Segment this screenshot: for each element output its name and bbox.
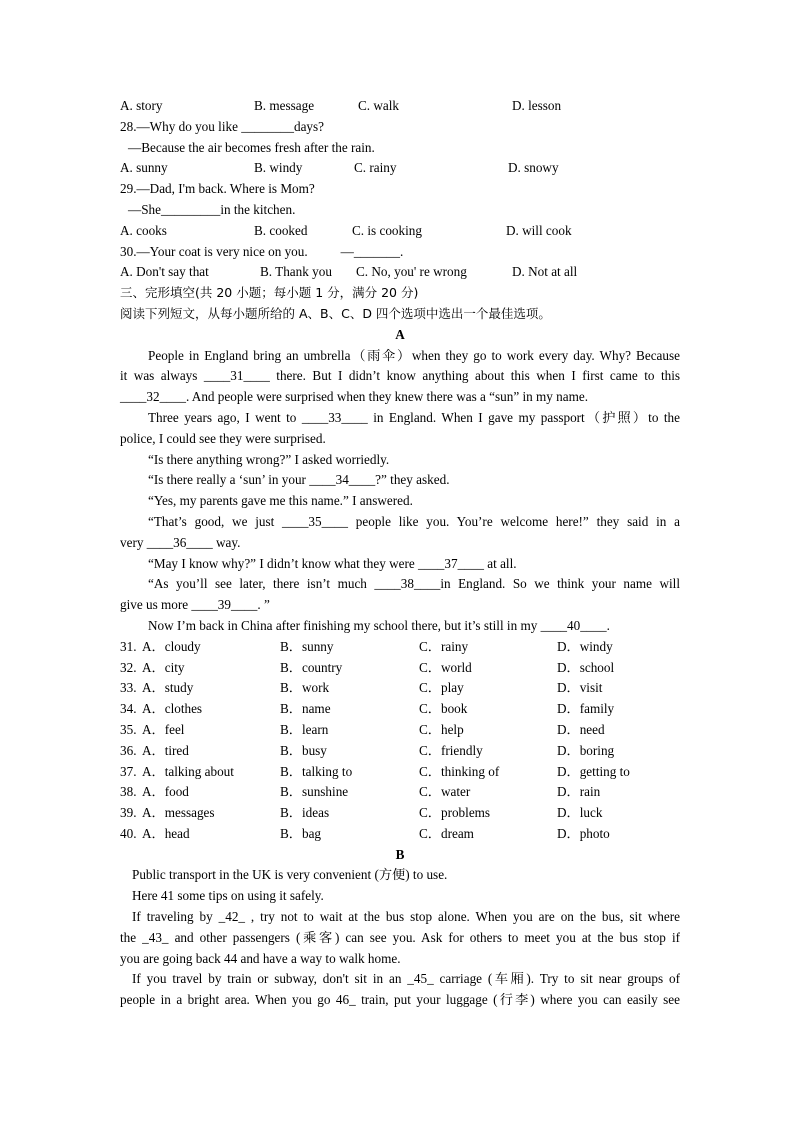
mc-options-29 (120, 221, 680, 242)
option-row (120, 762, 680, 783)
option-b: B．sunshine (280, 784, 349, 800)
question-number: 33. (120, 680, 137, 696)
option-row (120, 658, 680, 679)
option-row (120, 782, 680, 803)
option-d: D. will cook (506, 222, 572, 238)
section-instruction: 阅读下列短文，从每小题所给的 A、B、C、D 四个选项中选出一个最佳选项。 (120, 305, 551, 321)
mc-options-30 (120, 262, 680, 283)
section-heading: 三、完形填空(共 20 小题；每小题 1 分，满分 20 分) (120, 285, 419, 301)
option-d: D．photo (557, 825, 610, 841)
option-d: D. snowy (508, 160, 559, 176)
passage-b (120, 865, 680, 1011)
passage-b-line: the _43_ and other passengers (乘客) can see you. Ask for others to meet you at the bus stop if (120, 929, 680, 945)
option-c: C．play (419, 680, 464, 696)
option-b: B．learn (280, 721, 329, 737)
passage-b-line: people in a bright area. When you go 46_ train, put your luggage (行李) where you can easily see (120, 992, 680, 1008)
option-a: A．tired (142, 742, 189, 758)
option-c: C．problems (419, 805, 491, 821)
option-a: A. sunny (120, 160, 168, 176)
question-number: 38. (120, 784, 137, 800)
question-number: 37. (120, 763, 137, 779)
passage-a-line: very ____36____ way. (120, 534, 241, 550)
option-b: B．name (280, 701, 331, 717)
question-number: 34. (120, 701, 137, 717)
option-a: A．messages (142, 805, 215, 821)
option-a: A．food (142, 784, 189, 800)
option-a: A. story (120, 98, 163, 113)
passage-b-line: you are going back 44 and have a way to walk home. (120, 950, 401, 966)
option-a: A．talking about (142, 763, 234, 779)
option-row (120, 803, 680, 824)
option-b: B．sunny (280, 638, 334, 654)
option-c: C. rainy (354, 160, 397, 176)
option-a: A. Don't say that (120, 264, 209, 280)
option-a: A. cooks (120, 222, 167, 238)
option-d: D．need (557, 721, 605, 737)
answer-29: —She_________in the kitchen. (128, 201, 296, 217)
passage-a-line: it was always ____31____ there. But I didn’t know anything about this when I first came to this (120, 368, 680, 384)
passage-b-line: If you travel by train or subway, don't sit in an _45_ carriage (车厢). Try to sit near groups of (132, 971, 680, 987)
option-b: B．bag (280, 825, 322, 841)
passage-a-line: People in England bring an umbrella（雨伞）when they go to work every day. Why? Because (148, 347, 680, 363)
passage-a-line: give us more ____39____. ” (120, 597, 270, 613)
passage-a-line: Three years ago, I went to ____33____ in England. When I gave my passport（护照）to the (148, 409, 680, 425)
question-28: 28.—Why do you like ________days? (120, 118, 325, 134)
question-number: 35. (120, 721, 137, 737)
option-row (120, 637, 680, 658)
mc-options-28 (120, 158, 680, 179)
passage-b-line: If traveling by _42_ , try not to wait at the bus stop alone. When you are on the bus, sit where (132, 909, 680, 925)
option-b: B．country (280, 659, 343, 675)
option-d: D．windy (557, 638, 613, 654)
option-row (120, 678, 680, 699)
option-d: D．luck (557, 805, 603, 821)
question-number: 32. (120, 659, 137, 675)
passage-b-line: Here 41 some tips on using it safely. (132, 888, 324, 904)
passage-a-label: A (395, 326, 405, 342)
option-d: D．visit (557, 680, 603, 696)
option-c: C．world (419, 659, 472, 675)
question-number: 40. (120, 825, 137, 841)
option-a: A．cloudy (142, 638, 201, 654)
option-d: D．getting to (557, 763, 630, 779)
option-d: D．boring (557, 742, 615, 758)
mc-options-27 (120, 96, 680, 117)
option-b: B. message (254, 98, 315, 113)
question-number: 31. (120, 638, 137, 654)
option-b: B．busy (280, 742, 327, 758)
option-c: C．dream (419, 825, 474, 841)
passage-a-line: police, I could see they were surprised. (120, 430, 326, 446)
option-d: D．family (557, 701, 615, 717)
option-c: C. No, you' re wrong (356, 264, 467, 280)
option-a: A．clothes (142, 701, 203, 717)
option-c: C．help (419, 721, 464, 737)
passage-b-line: Public transport in the UK is very convenient (方便) to use. (132, 867, 448, 883)
option-c: C．water (419, 784, 471, 800)
option-c: C．friendly (419, 742, 483, 758)
answer-28: —Because the air becomes fresh after the rain. (128, 139, 375, 155)
passage-a-line: “Yes, my parents gave me this name.” I answered. (148, 493, 413, 509)
option-b: B. Thank you (260, 264, 332, 280)
passage-a-line: “That’s good, we just ____35____ people like you. You’re welcome here!” they said in a (148, 513, 680, 529)
passage-b-label: B (395, 846, 405, 862)
option-row (120, 699, 680, 720)
option-row (120, 824, 680, 845)
passage-a-line: “Is there really a ‘sun’ in your ____34____?” they asked. (148, 472, 450, 488)
passage-a-line: “As you’ll see later, there isn’t much ____38____in England. So we think your name will (148, 576, 680, 592)
option-d: D．school (557, 659, 615, 675)
option-b: B. windy (254, 160, 303, 176)
option-b: B. cooked (254, 222, 308, 238)
option-c: C．thinking of (419, 763, 500, 779)
option-d: D．rain (557, 784, 601, 800)
exam-page (120, 96, 680, 1011)
option-a: A．study (142, 680, 194, 696)
option-d: D. Not at all (512, 264, 578, 280)
passage-a (120, 346, 680, 637)
question-29: 29.—Dad, I'm back. Where is Mom? (120, 181, 315, 197)
option-b: B．ideas (280, 805, 330, 821)
option-row (120, 720, 680, 741)
question-number: 36. (120, 742, 137, 758)
options-a-list (120, 637, 680, 845)
option-c: C. walk (358, 98, 400, 113)
option-c: C．book (419, 701, 468, 717)
question-number: 39. (120, 805, 137, 821)
option-a: A．city (142, 659, 185, 675)
passage-a-line: “Is there anything wrong?” I asked worriedly. (148, 451, 390, 467)
passage-a-line: ____32____. And people were surprised when they knew there was a “sun” in my name. (120, 389, 589, 405)
question-30: 30.—Your coat is very nice on you. —_______. (120, 243, 404, 259)
option-c: C. is cooking (352, 222, 422, 238)
passage-a-line: Now I’m back in China after finishing my school there, but it’s still in my ____40____. (148, 617, 610, 633)
option-b: B．talking to (280, 763, 353, 779)
option-a: A．feel (142, 721, 185, 737)
option-a: A．head (142, 825, 190, 841)
option-b: B．work (280, 680, 330, 696)
option-c: C．rainy (419, 638, 469, 654)
option-d: D. lesson (512, 98, 562, 113)
passage-a-line: “May I know why?” I didn’t know what they were ____37____ at all. (148, 555, 517, 571)
option-row (120, 741, 680, 762)
mc-section (120, 96, 680, 283)
